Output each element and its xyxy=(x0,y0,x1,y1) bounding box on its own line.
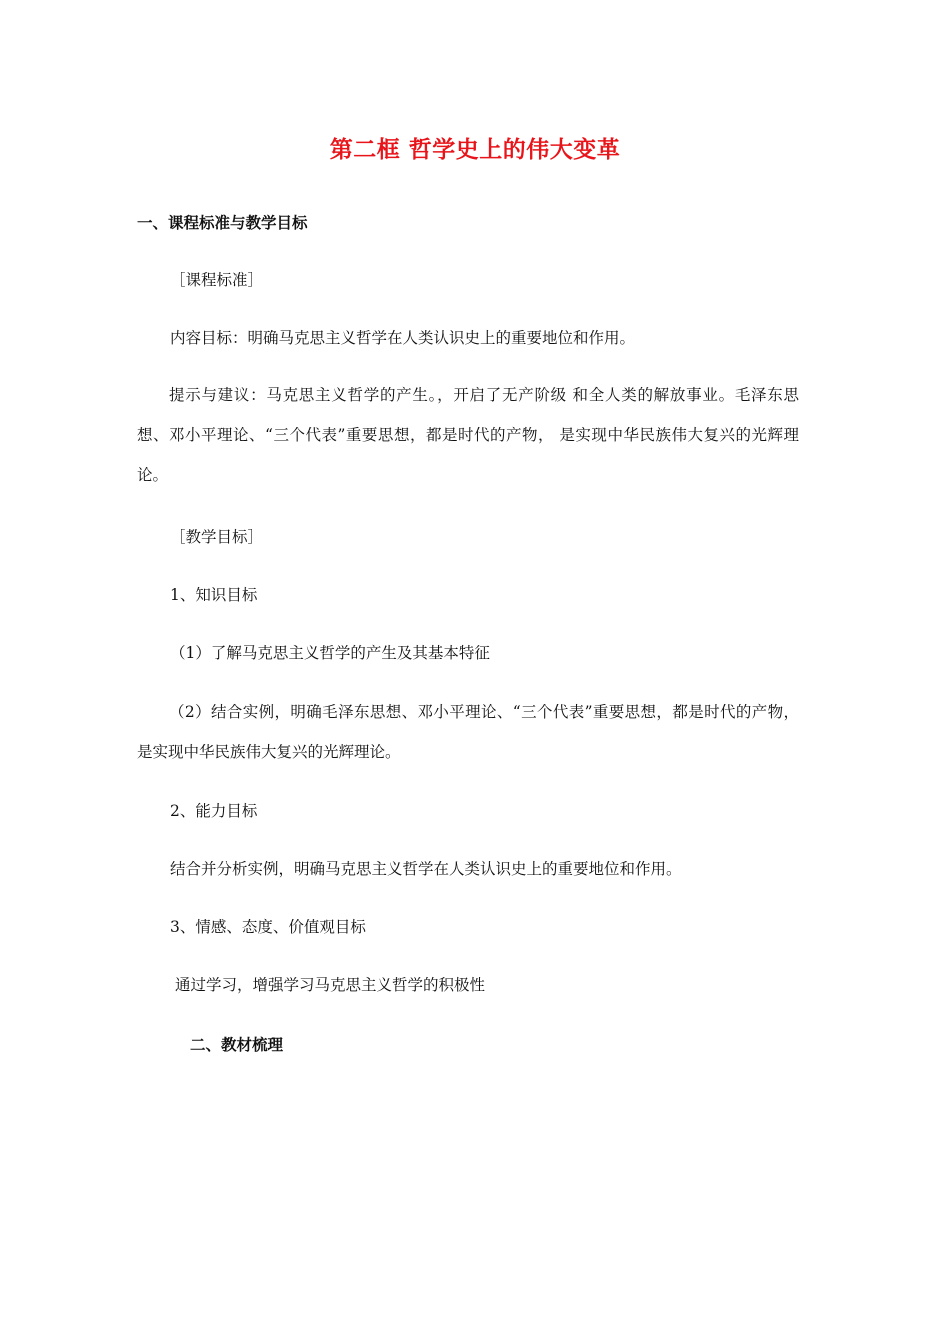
document-title: 第二框 哲学史上的伟大变革 xyxy=(329,137,621,163)
tips-paragraph: 提示与建议：马克思主义哲学的产生。，开启了无产阶级 和全人类的解放事业。毛泽东思想、邓小平理论、“三个代表”重要思想，都是时代的产物， 是实现中华民族伟大复兴的光辉理论。 xyxy=(137,386,799,484)
content-goal-text: 内容目标：明确马克思主义哲学在人类认识史上的重要地位和作用。 xyxy=(170,329,636,347)
section-heading-textbook: 二、教材梳理 xyxy=(190,1036,284,1054)
emotion-goal-text: 通过学习，增强学习马克思主义哲学的积极性 xyxy=(175,976,486,994)
curriculum-standard-label: ［课程标准］ xyxy=(170,271,264,289)
knowledge-goal-heading: 1、知识目标 xyxy=(170,586,258,604)
emotion-goal-heading: 3、情感、态度、价值观目标 xyxy=(170,918,366,936)
ability-goal-heading: 2、能力目标 xyxy=(170,802,258,820)
section-heading-curriculum: 一、课程标准与教学目标 xyxy=(137,214,308,232)
teaching-goal-label: ［教学目标］ xyxy=(170,528,264,546)
ability-goal-text: 结合并分析实例，明确马克思主义哲学在人类认识史上的重要地位和作用。 xyxy=(170,860,682,878)
knowledge-item-2: （2）结合实例，明确毛泽东思想、邓小平理论、“三个代表”重要思想，都是时代的产物，是实现中华民族伟大复兴的光辉理论。 xyxy=(137,703,799,761)
knowledge-item-1: （1）了解马克思主义哲学的产生及其基本特征 xyxy=(170,644,490,662)
